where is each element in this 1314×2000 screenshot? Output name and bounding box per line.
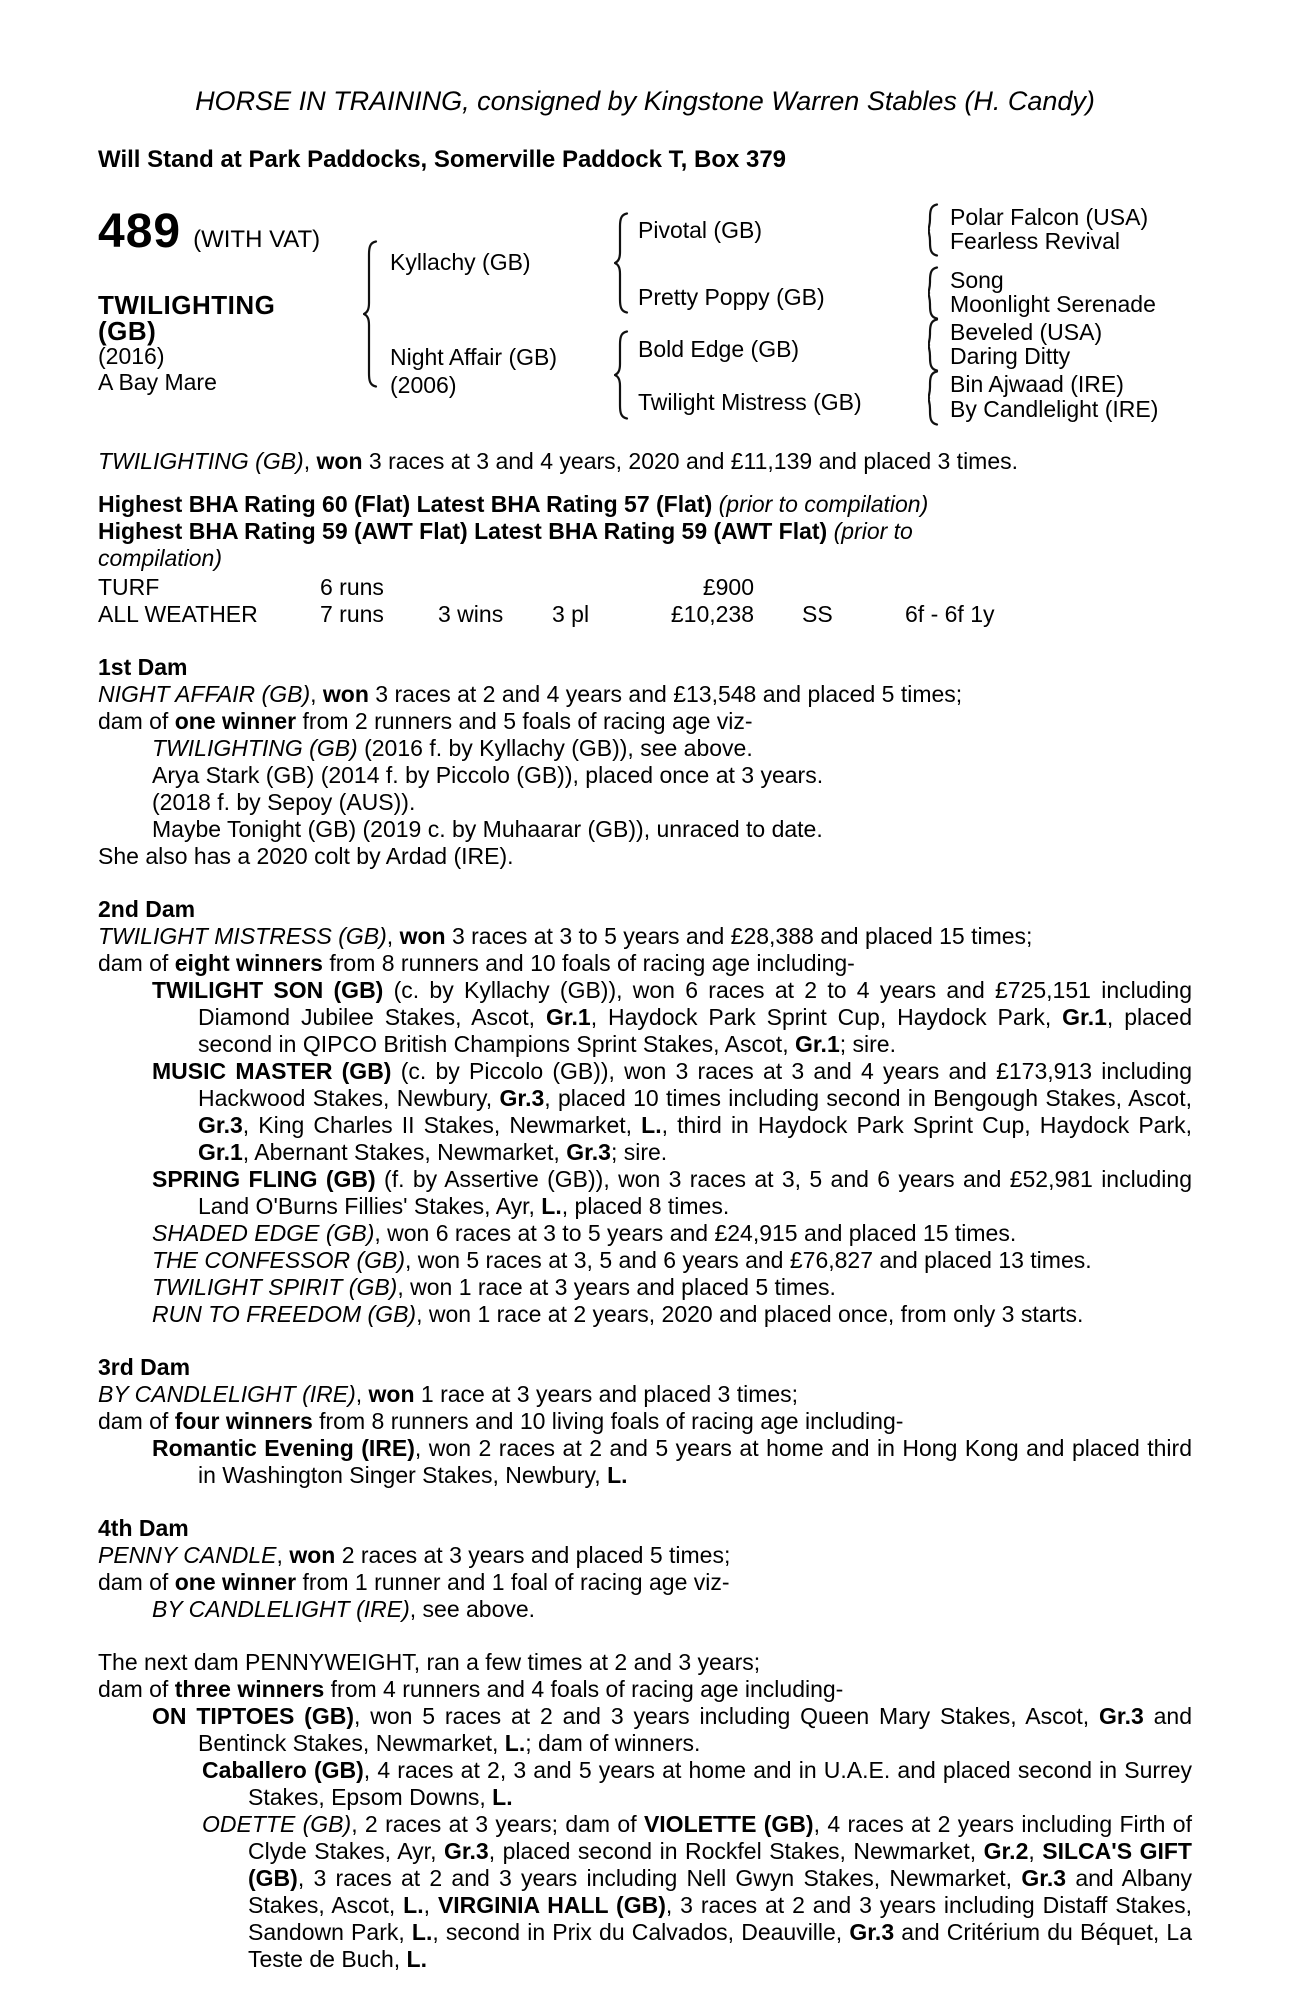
text-segment: Gr.3 xyxy=(443,1838,489,1864)
text-segment: , 3 races at 2 and 3 years including Distaff Stakes, Sandown Park, xyxy=(248,1892,1193,1945)
text-segment: Arya Stark (GB) (2014 f. by Piccolo (GB)), placed once at 3 years. xyxy=(152,762,824,788)
text-segment: and Albany Stakes, Ascot, xyxy=(248,1865,1192,1918)
section-heading: 4th Dam xyxy=(98,1515,189,1541)
pedigree-paragraph xyxy=(98,1381,1192,1408)
text-segment: , 3 races at 2 and 3 years including Nell Gwyn Stakes, Newmarket, xyxy=(297,1865,1022,1891)
text-segment: (prior to compilation) xyxy=(718,491,929,517)
pedigree-paragraph xyxy=(98,1811,1192,1973)
text-segment: compilation) xyxy=(98,545,222,571)
pedigree-paragraph xyxy=(98,735,1192,762)
text-segment: , placed second in QIPCO British Champions Sprint Stakes, Ascot, xyxy=(198,1004,1192,1057)
text-segment: , Haydock Park Sprint Cup, Haydock Park, xyxy=(590,1004,1063,1030)
text-segment: one winner xyxy=(174,1569,297,1595)
text-segment: Highest BHA Rating 60 (Flat) Latest BHA Rating 57 (Flat) xyxy=(98,491,713,517)
pedigree-brace-icon xyxy=(928,266,941,326)
great-grandparent-name: Song xyxy=(950,267,1004,293)
text-segment: one winner xyxy=(174,708,297,734)
horse-name-suffix: (GB) xyxy=(98,316,157,346)
text-segment: ; sire. xyxy=(610,1139,668,1165)
text-segment: 3 races at 3 and 4 years, 2020 and £11,139 and placed 3 times. xyxy=(362,448,1019,474)
dam-section xyxy=(98,1354,1192,1489)
stand-location-line: Will Stand at Park Paddocks, Somerville Paddock T, Box 379 xyxy=(98,146,787,173)
pedigree-paragraph xyxy=(98,923,1192,950)
text-segment: SPRING FLING (GB) xyxy=(152,1166,376,1192)
race-record-cell: 7 runs xyxy=(320,601,384,627)
pedigree-brace-icon xyxy=(363,240,380,394)
text-segment: SILCA'S GIFT (GB) xyxy=(248,1838,1192,1891)
text-segment: ODETTE (GB) xyxy=(202,1811,352,1837)
text-segment: THE CONFESSOR (GB) xyxy=(152,1247,406,1273)
grandsire-name: Bold Edge (GB) xyxy=(638,336,800,362)
race-record-cell xyxy=(552,574,656,601)
text-segment: , xyxy=(310,681,323,707)
text-segment: won xyxy=(316,448,363,474)
text-segment: three winners xyxy=(174,1676,325,1702)
text-segment: L. xyxy=(403,1892,424,1918)
text-segment: TWILIGHT SPIRIT (GB) xyxy=(152,1274,398,1300)
text-segment: L. xyxy=(406,1946,427,1972)
text-segment: L. xyxy=(504,1730,526,1756)
pedigree-paragraph xyxy=(98,1166,1192,1220)
pedigree-paragraph xyxy=(98,1220,1192,1247)
section-heading: 2nd Dam xyxy=(98,896,196,922)
great-grandparent-name: Polar Falcon (USA) xyxy=(950,204,1149,230)
pedigree-paragraph xyxy=(98,1703,1192,1757)
text-segment: TWILIGHTING (GB) xyxy=(98,448,304,474)
horse-name: TWILIGHTING xyxy=(98,290,276,320)
race-record-cell: £900 xyxy=(702,574,754,600)
race-summary xyxy=(98,448,1192,475)
bha-rating-line xyxy=(98,491,1192,518)
text-segment: and Bentinck Stakes, Newmarket, xyxy=(198,1703,1192,1756)
pedigree-paragraph xyxy=(98,1542,1192,1569)
text-segment: dam of xyxy=(98,950,175,976)
text-segment: Gr.2 xyxy=(983,1838,1029,1864)
race-record-table xyxy=(98,574,1192,628)
text-segment: eight winners xyxy=(174,950,323,976)
pedigree-brace-icon xyxy=(614,212,631,320)
text-segment: four winners xyxy=(174,1408,313,1434)
text-segment: , xyxy=(276,1542,290,1568)
race-record-cell: 6f - 6f 1y xyxy=(905,601,995,627)
horse-description: A Bay Mare xyxy=(98,369,217,395)
horse-foaling-year: (2016) xyxy=(98,343,165,369)
text-segment: L. xyxy=(541,1193,562,1219)
pedigree-paragraph xyxy=(98,1058,1192,1166)
text-segment: Gr.3 xyxy=(1099,1703,1144,1729)
text-segment: , placed 8 times. xyxy=(561,1193,730,1219)
text-segment: Gr.3 xyxy=(198,1112,243,1138)
text-segment: MUSIC MASTER (GB) xyxy=(152,1058,392,1084)
text-segment: , third in Haydock Park Sprint Cup, Haydock Park, xyxy=(661,1112,1192,1138)
text-segment: Gr.1 xyxy=(794,1031,840,1057)
dam-section xyxy=(98,896,1192,1328)
text-segment: , won 2 races at 2 and 5 years at home and in Hong Kong and placed third in Washington Singer Stakes, Newbury, xyxy=(198,1435,1192,1488)
text-segment: ; sire. xyxy=(839,1031,896,1057)
text-segment: from 4 runners and 4 foals of racing age including- xyxy=(324,1676,844,1702)
pedigree-paragraph xyxy=(98,708,1192,735)
text-segment: , xyxy=(303,448,317,474)
lot-number-row xyxy=(98,205,321,258)
text-segment: L. xyxy=(492,1784,513,1810)
text-segment: , won 1 race at 3 years and placed 5 times. xyxy=(397,1274,836,1300)
text-segment: , Abernant Stakes, Newmarket, xyxy=(242,1139,567,1165)
pedigree-paragraph xyxy=(98,1435,1192,1489)
text-segment: (c. by Kyllachy (GB)), won 6 races at 2 to 4 years and £725,151 including Diamond Jubilee Stakes, Ascot, xyxy=(198,977,1192,1030)
text-segment: Gr.1 xyxy=(545,1004,591,1030)
text-segment: L. xyxy=(411,1919,433,1945)
great-grandparent-name: Bin Ajwaad (IRE) xyxy=(950,371,1124,397)
pedigree-paragraph xyxy=(98,1569,1192,1596)
dam-sections xyxy=(98,654,1192,1973)
race-record-row xyxy=(98,574,1192,601)
section-heading: 1st Dam xyxy=(98,654,188,680)
sire-name: Kyllachy (GB) xyxy=(390,249,531,275)
bha-ratings xyxy=(98,491,1192,572)
great-grandparent-name: By Candlelight (IRE) xyxy=(950,396,1159,422)
race-record-cell: 3 wins xyxy=(438,601,504,627)
race-record-cell: 6 runs xyxy=(320,574,384,600)
granddam-name: Pretty Poppy (GB) xyxy=(638,284,825,310)
text-segment: ON TIPTOES (GB) xyxy=(152,1703,354,1729)
text-segment: won xyxy=(368,1381,415,1407)
great-grandparent-name: Beveled (USA) xyxy=(950,319,1103,345)
text-segment: Caballero (GB) xyxy=(202,1757,364,1783)
text-segment: from 8 runners and 10 living foals of racing age including- xyxy=(312,1408,904,1434)
text-segment: , xyxy=(386,923,400,949)
text-segment: Highest BHA Rating 59 (AWT Flat) Latest BHA Rating 59 (AWT Flat) xyxy=(98,518,828,544)
race-record-cell xyxy=(905,574,1192,601)
pedigree-paragraph xyxy=(98,1247,1192,1274)
text-segment: , placed 10 times including second in Bengough Stakes, Ascot, xyxy=(544,1085,1193,1111)
pedigree-paragraph xyxy=(98,789,1192,816)
pedigree-brace-icon xyxy=(928,318,941,378)
text-segment: Gr.3 xyxy=(566,1139,611,1165)
pedigree-paragraph xyxy=(98,816,1192,843)
text-segment: NIGHT AFFAIR (GB) xyxy=(98,681,311,707)
pedigree-paragraph xyxy=(98,681,1192,708)
granddam-name: Twilight Mistress (GB) xyxy=(638,389,862,415)
text-segment: Gr.1 xyxy=(1062,1004,1107,1030)
text-segment: Gr.3 xyxy=(499,1085,545,1111)
dam-year: (2006) xyxy=(390,372,457,398)
grandsire-name: Pivotal (GB) xyxy=(638,217,762,243)
pedigree-paragraph xyxy=(98,1676,1192,1703)
text-segment: , won 6 races at 3 to 5 years and £24,915 and placed 15 times. xyxy=(374,1220,1017,1246)
text-segment: won xyxy=(289,1542,336,1568)
text-segment: Romantic Evening (IRE) xyxy=(152,1435,415,1461)
text-segment: dam of xyxy=(98,1408,175,1434)
text-segment: dam of xyxy=(98,1569,175,1595)
text-segment: 1 race at 3 years and placed 3 times; xyxy=(414,1381,799,1407)
text-segment: , xyxy=(1028,1838,1043,1864)
pedigree-paragraph xyxy=(98,843,1192,870)
text-segment: RUN TO FREEDOM (GB) xyxy=(152,1301,417,1327)
text-segment: BY CANDLELIGHT (IRE) xyxy=(98,1381,356,1407)
dam-section xyxy=(98,1649,1192,1973)
text-segment: VIRGINIA HALL (GB) xyxy=(437,1892,666,1918)
text-segment: BY CANDLELIGHT (IRE) xyxy=(152,1596,410,1622)
pedigree-paragraph xyxy=(98,950,1192,977)
pedigree-paragraph xyxy=(98,1301,1192,1328)
text-segment: L. xyxy=(641,1112,662,1138)
text-segment: , King Charles II Stakes, Newmarket, xyxy=(242,1112,642,1138)
race-record-cell xyxy=(438,574,552,601)
text-segment: ; dam of winners. xyxy=(525,1730,701,1756)
race-record-row xyxy=(98,601,1192,628)
text-segment: , won 5 races at 3, 5 and 6 years and £76,827 and placed 13 times. xyxy=(405,1247,1092,1273)
text-segment: , xyxy=(355,1381,369,1407)
text-segment: from 1 runner and 1 foal of racing age viz- xyxy=(296,1569,730,1595)
great-grandparent-name: Moonlight Serenade xyxy=(950,291,1156,317)
great-grandparent-name: Daring Ditty xyxy=(950,343,1071,369)
text-segment: won xyxy=(399,923,446,949)
pedigree-paragraph xyxy=(98,762,1192,789)
text-segment: (2016 f. by Kyllachy (GB)), see above. xyxy=(357,735,753,761)
pedigree-paragraph xyxy=(98,1757,1192,1811)
race-record-cell xyxy=(754,574,905,601)
pedigree-brace-icon xyxy=(928,203,941,263)
text-segment: 2 races at 3 years and placed 5 times; xyxy=(335,1542,731,1568)
text-segment: Maybe Tonight (GB) (2019 c. by Muhaarar (GB)), unraced to date. xyxy=(152,816,823,842)
text-segment: Gr.1 xyxy=(198,1139,243,1165)
text-segment: , won 5 races at 2 and 3 years including Queen Mary Stakes, Ascot, xyxy=(353,1703,1100,1729)
section-heading: 3rd Dam xyxy=(98,1354,191,1380)
pedigree-paragraph xyxy=(98,1274,1192,1301)
text-segment: TWILIGHT SON (GB) xyxy=(152,977,384,1003)
text-segment: , placed second in Rockfel Stakes, Newmarket, xyxy=(488,1838,984,1864)
text-segment: , second in Prix du Calvados, Deauville, xyxy=(432,1919,850,1945)
text-segment: (c. by Piccolo (GB)), won 3 races at 3 and 4 years and £173,913 including Hackwood Stakes, Newbury, xyxy=(198,1058,1193,1111)
great-grandparent-name: Fearless Revival xyxy=(950,228,1120,254)
text-segment: (2018 f. by Sepoy (AUS)). xyxy=(152,789,416,815)
race-record-cell: SS xyxy=(802,601,833,627)
text-segment: VIOLETTE (GB) xyxy=(643,1811,814,1837)
text-segment: and Critérium du Béquet, La Teste de Buch, xyxy=(248,1919,1193,1972)
text-segment: Gr.3 xyxy=(849,1919,895,1945)
text-segment: , xyxy=(423,1892,438,1918)
text-segment: won xyxy=(322,681,369,707)
race-record-cell: £10,238 xyxy=(670,601,754,627)
pedigree-paragraph xyxy=(98,1649,1192,1676)
vat-note: (WITH VAT) xyxy=(193,226,321,253)
dam-name: Night Affair (GB) xyxy=(390,344,558,370)
text-segment: L. xyxy=(607,1462,628,1488)
text-segment: 3 races at 3 to 5 years and £28,388 and placed 15 times; xyxy=(445,923,1033,949)
dam-section xyxy=(98,1515,1192,1623)
text-segment: (prior to xyxy=(833,518,913,544)
pedigree-paragraph xyxy=(98,977,1192,1058)
race-record-cell: TURF xyxy=(98,574,160,600)
bha-rating-line xyxy=(98,518,1192,545)
race-record-cell: ALL WEATHER xyxy=(98,601,258,627)
text-segment: , 2 races at 3 years; dam of xyxy=(351,1811,644,1837)
text-segment: , 4 races at 2 years including Firth of Clyde Stakes, Ayr, xyxy=(248,1811,1192,1864)
text-segment: TWILIGHTING (GB) xyxy=(152,735,358,761)
pedigree-paragraph xyxy=(98,1596,1192,1623)
text-segment: , see above. xyxy=(409,1596,536,1622)
text-segment: (f. by Assertive (GB)), won 3 races at 3, 5 and 6 years and £52,981 including Land O'Burns Fillies' Stakes, Ayr, xyxy=(198,1166,1192,1219)
pedigree-paragraph xyxy=(98,1408,1192,1435)
text-segment: TWILIGHT MISTRESS (GB) xyxy=(98,923,387,949)
bha-rating-line xyxy=(98,545,1192,572)
pedigree-table xyxy=(98,174,1192,428)
text-segment: , 4 races at 2, 3 and 5 years at home and in U.A.E. and placed second in Surrey Stakes, Epsom Downs, xyxy=(248,1757,1192,1810)
text-segment: PENNY CANDLE xyxy=(98,1542,277,1568)
text-segment: , won 1 race at 2 years, 2020 and placed once, from only 3 starts. xyxy=(416,1301,1084,1327)
pedigree-brace-icon xyxy=(928,370,941,432)
lot-number: 489 xyxy=(98,205,182,258)
text-segment: She also has a 2020 colt by Ardad (IRE). xyxy=(98,843,514,869)
text-segment: dam of xyxy=(98,1676,175,1702)
race-record-cell: 3 pl xyxy=(552,601,590,627)
text-segment: from 8 runners and 10 foals of racing age including- xyxy=(322,950,855,976)
text-segment: Gr.3 xyxy=(1021,1865,1067,1891)
pedigree-brace-icon xyxy=(614,330,631,426)
text-segment: 3 races at 2 and 4 years and £13,548 and placed 5 times; xyxy=(368,681,963,707)
text-segment: from 2 runners and 5 foals of racing age viz- xyxy=(296,708,753,734)
text-segment: dam of xyxy=(98,708,175,734)
dam-section xyxy=(98,654,1192,870)
text-segment: The next dam PENNYWEIGHT, ran a few times at 2 and 3 years; xyxy=(98,1649,761,1675)
consignor-header: HORSE IN TRAINING, consigned by Kingstone Warren Stables (H. Candy) xyxy=(195,86,1095,116)
text-segment: SHADED EDGE (GB) xyxy=(152,1220,375,1246)
